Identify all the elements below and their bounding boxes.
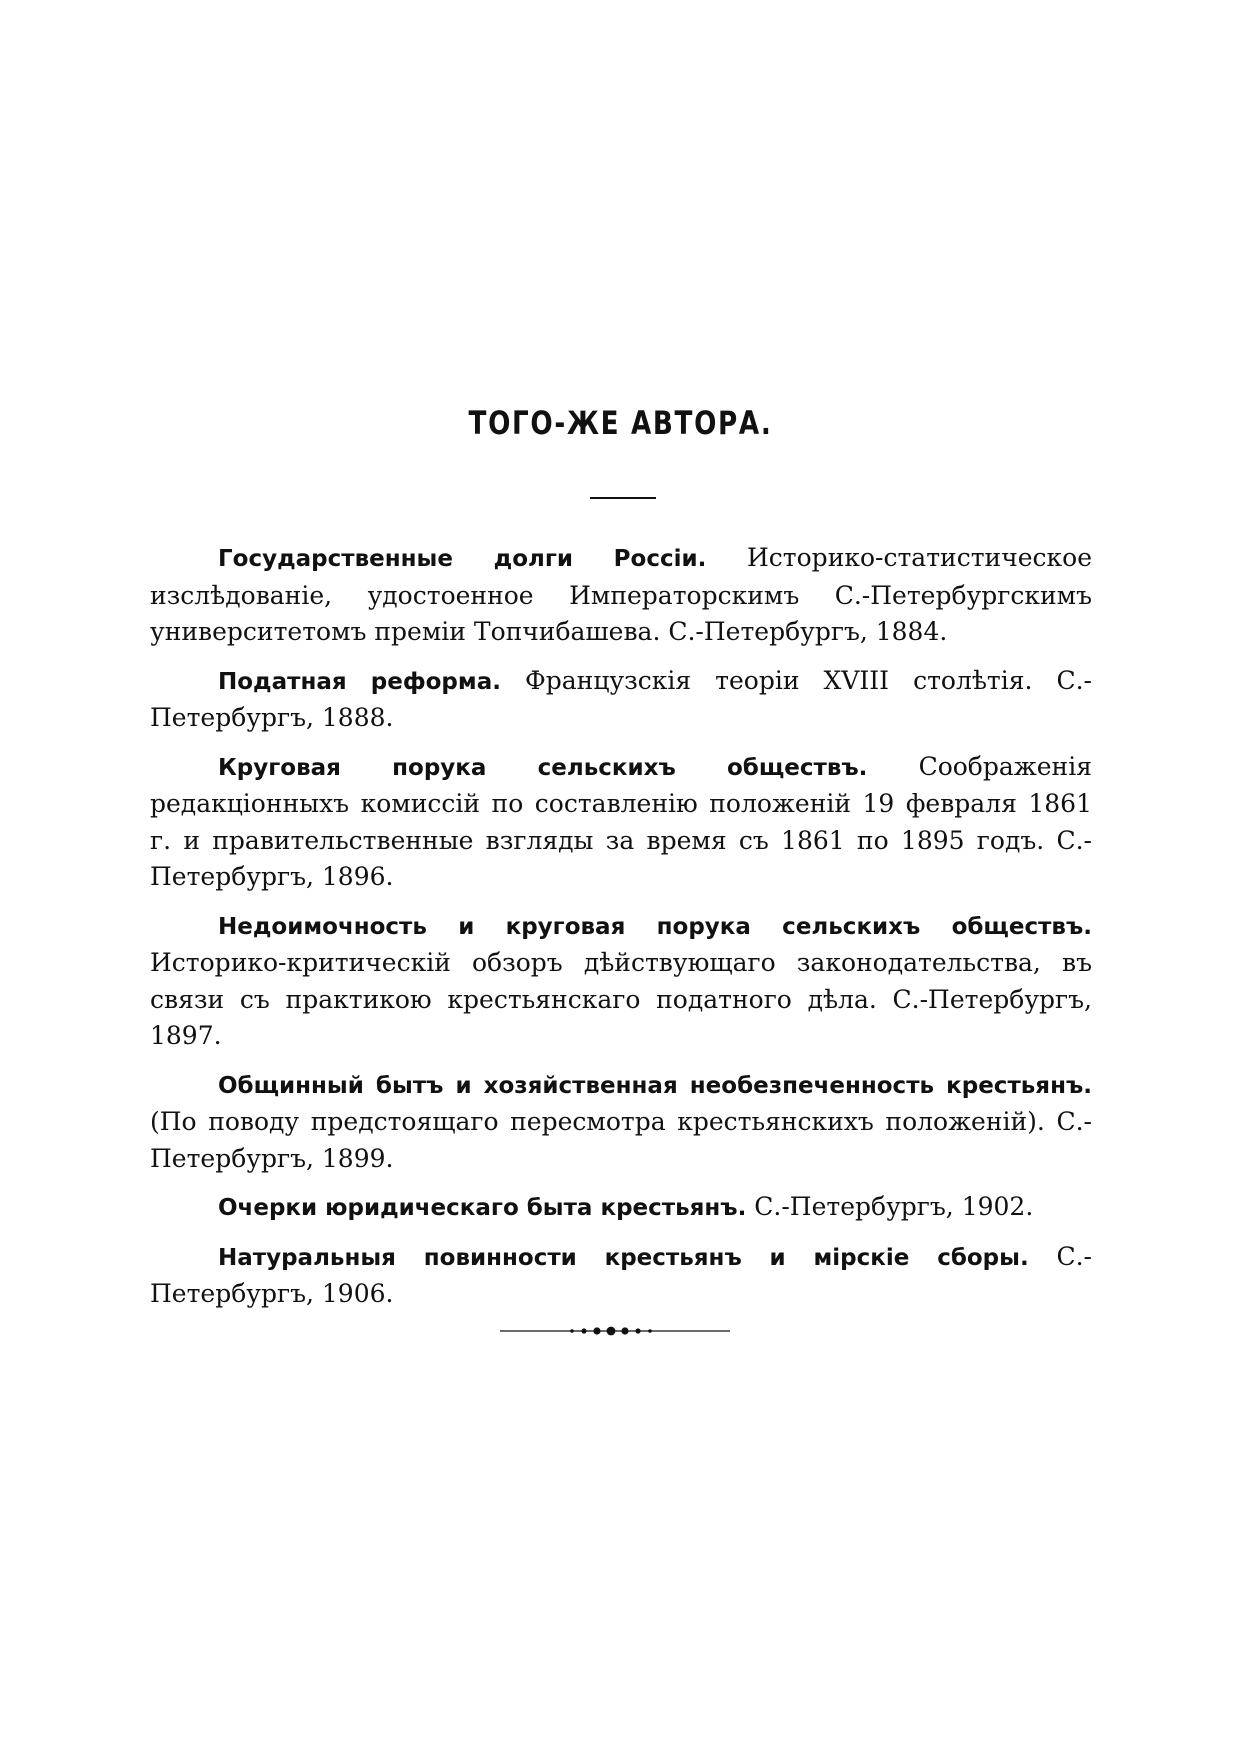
work-description: Французскія теоріи XVIII столѣтія. С.-Петербургъ, 1888. bbox=[150, 665, 1093, 732]
work-description: С.-Петербургъ, 1902. bbox=[754, 1192, 1034, 1221]
work-entry bbox=[150, 908, 1092, 1055]
work-description: (По поводу предстоящаго пересмотра крестьянскихъ положеній). С.-Петербургъ, 1899. bbox=[150, 1107, 1092, 1173]
work-title: Податная реформа. bbox=[218, 668, 501, 695]
work-entry bbox=[150, 749, 1092, 896]
work-description: Соображенія редакціонныхъ комиссій по составленію положеній 19 февраля 1861 г. и правительственные взгляды за время съ 1861 по 1895 годъ. С.-Петербургъ, 1896. bbox=[150, 751, 1092, 891]
works-list bbox=[150, 540, 1092, 1325]
work-entry bbox=[150, 1239, 1092, 1313]
work-description: Историко-статистическое изслѣдованіе, удостоенное Императорскимъ С.-Петербургскимъ университетомъ преміи Топчибашева. С.-Петербургъ, 1884. bbox=[150, 543, 1092, 646]
work-entry bbox=[150, 540, 1092, 651]
work-title: Натуральныя повинности крестьянъ и мірскіе сборы. bbox=[218, 1244, 1029, 1271]
work-title: Недоимочность и круговая порука сельскихъ обществъ. bbox=[218, 913, 1092, 940]
page-heading: ТОГО-ЖЕ АВТОРА. bbox=[468, 404, 773, 442]
ornament-divider bbox=[500, 1324, 730, 1338]
work-entry bbox=[150, 663, 1092, 737]
work-title: Круговая порука сельскихъ обществъ. bbox=[218, 754, 868, 781]
work-title: Очерки юридическаго быта крестьянъ. bbox=[218, 1195, 747, 1221]
work-entry bbox=[150, 1067, 1092, 1178]
work-description: С.-Петербургъ, 1906. bbox=[150, 1241, 1092, 1308]
heading-rule bbox=[590, 497, 656, 499]
work-title: Государственные долги Россіи. bbox=[218, 546, 707, 572]
work-entry bbox=[150, 1189, 1092, 1227]
work-description: Историко-критическій обзоръ дѣйствующаго законодательства, въ связи съ практикою крестьянскаго податного дѣла. С.-Петербургъ, 1897. bbox=[150, 948, 1092, 1050]
work-title: Общинный бытъ и хозяйственная необезпеченность крестьянъ. bbox=[218, 1072, 1092, 1099]
